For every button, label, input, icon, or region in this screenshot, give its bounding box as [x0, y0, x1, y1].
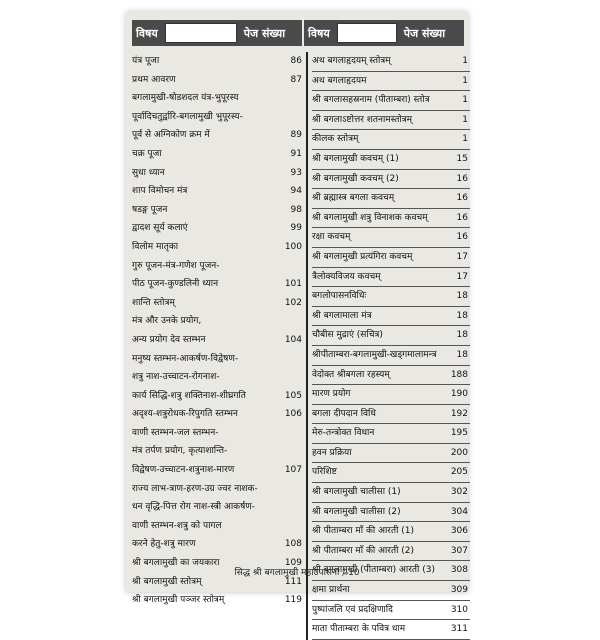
contents-row: [132, 108, 304, 127]
entry-title: अथ बगलाहृदयम: [312, 75, 367, 86]
entry-title: बगलामुखी-षोडशदल यंत्र-भुपूरस्य: [132, 93, 239, 104]
entry-title: विलोम मातृका: [132, 241, 179, 252]
entry-title: चक्र पूजा: [132, 148, 162, 159]
contents-row: [312, 522, 470, 542]
entry-page-number: 311: [450, 624, 468, 635]
entry-page-number: 188: [450, 369, 468, 380]
entry-title: श्री बगलासहस्रनाम (पीताम्बरा) स्तोत्र: [312, 95, 430, 106]
contents-row: [132, 126, 304, 145]
entry-title: माता पीताम्बरा के पवित्र धाम: [312, 624, 406, 635]
contents-row: [132, 498, 304, 517]
contents-row: [312, 503, 470, 523]
entry-title: अन्य प्रयोग देव स्तम्भन: [132, 334, 206, 345]
contents-row: [132, 424, 304, 443]
entry-title: शाप विमोचन मंत्र: [132, 186, 188, 197]
contents-row: [312, 52, 470, 72]
entry-title: शत्रु नाश-उच्चाटन-रोगनाश-: [132, 372, 220, 383]
entry-page-number: 306: [450, 526, 468, 537]
entry-title: मेरु-तन्त्रोक्त विधान: [312, 428, 375, 439]
entry-title: बगला दीपदान विधि: [312, 408, 376, 419]
entry-page-number: 308: [450, 565, 468, 576]
entry-page-number: 106: [284, 409, 302, 420]
entry-page-number: 17: [456, 251, 468, 262]
contents-row: [312, 287, 470, 307]
entry-title: रक्षा कवचम्: [312, 232, 351, 243]
entry-title: श्री बगलाऽष्टोत्तर शतनामस्तोत्रम्: [312, 114, 413, 125]
entry-title: करने हेतु-शत्रु मारण: [132, 539, 196, 550]
contents-row: [132, 145, 304, 164]
entry-page-number: 310: [450, 604, 468, 615]
contents-row: [132, 350, 304, 369]
contents-row: [132, 387, 304, 406]
contents-row: [132, 442, 304, 461]
contents-row: [132, 517, 304, 536]
entry-title: श्री बगलामुखी का जयकारा: [132, 558, 220, 569]
contents-row: [132, 461, 304, 480]
right-header-pages: पेज संख्या: [403, 26, 446, 40]
entry-title: चौबीस मुद्राएं (सचित्र): [312, 330, 383, 341]
entry-title: परिशिष्ट: [312, 467, 337, 478]
entry-title: श्री पीताम्बरा माँ की आरती (1): [312, 526, 415, 537]
entry-title: द्वादश सूर्य कलाएं: [132, 223, 188, 234]
entry-page-number: 18: [456, 330, 468, 341]
contents-row: [312, 189, 470, 209]
contents-row: [132, 480, 304, 499]
entry-page-number: 309: [450, 585, 468, 596]
entry-page-number: 105: [284, 390, 302, 401]
entry-page-number: 17: [456, 271, 468, 282]
entry-title: क्षमा प्रार्थना: [312, 585, 350, 596]
contents-row: [132, 275, 304, 294]
contents-row: [132, 535, 304, 554]
entry-page-number: 205: [450, 467, 468, 478]
entry-title: सुधा ध्यान: [132, 167, 165, 178]
entry-title: श्री बगलामुखी पञ्जर स्तोत्रम्: [132, 595, 225, 606]
contents-row: [132, 368, 304, 387]
contents-row: [312, 601, 470, 621]
left-header-pages: पेज संख्या: [243, 26, 286, 40]
entry-page-number: 108: [284, 539, 302, 550]
entry-title: राज्य लाभ-त्राण-हरण-उग्र ज्वर नाशक-: [132, 483, 258, 494]
contents-row: [132, 219, 304, 238]
entry-page-number: 91: [290, 148, 302, 159]
contents-row: [312, 424, 470, 444]
contents-row: [132, 405, 304, 424]
entry-page-number: 18: [456, 291, 468, 302]
entry-title: यंत्र पूजा: [132, 56, 160, 66]
contents-row: [312, 366, 470, 386]
contents-row: [132, 238, 304, 257]
contents-row: [312, 405, 470, 425]
entry-title: बगलोपासनविधिः: [312, 291, 367, 302]
contents-row: [132, 182, 304, 201]
entry-title: मंत्र और उनके प्रयोग,: [132, 316, 202, 327]
entry-title: श्री पीताम्बरा माँ की आरती (2): [312, 545, 415, 556]
entry-title: मनुष्य स्तम्भन-आकर्षण-विद्वेषण-: [132, 353, 239, 364]
entry-title: श्री बगलामाला मंत्र: [312, 310, 372, 321]
entry-title: षडङ्ग पूजन: [132, 204, 168, 215]
contents-row: [312, 248, 470, 268]
right-header: [304, 20, 464, 46]
entry-title: पूर्व से अग्निकोण क्रम में: [132, 130, 210, 141]
contents-row: [132, 591, 304, 610]
entry-title: पुष्पांजलि एवं प्रदक्षिणादि: [312, 604, 393, 615]
entry-page-number: 1: [462, 114, 468, 125]
entry-title: श्री ब्रह्मास्त्र बगला कवचम्: [312, 193, 395, 204]
left-header: [132, 20, 302, 46]
contents-row: [312, 150, 470, 170]
contents-row: [312, 268, 470, 288]
entry-page-number: 119: [284, 595, 302, 606]
entry-title: श्री बगलामुखी कवचम् (2): [312, 173, 399, 184]
entry-page-number: 200: [450, 447, 468, 458]
entry-title: धन वृद्धि-पित्त रोग नाश-स्त्री आकर्षण-: [132, 502, 256, 513]
contents-row: [312, 326, 470, 346]
entry-title: श्री बगलामुखी कवचम् (1): [312, 153, 399, 164]
entry-page-number: 101: [284, 279, 302, 290]
contents-row: [312, 542, 470, 562]
entry-title: अदृश्य-शत्रुरोधक-रिपुगति स्तम्भन: [132, 409, 238, 420]
entry-page-number: 195: [450, 428, 468, 439]
contents-row: [132, 89, 304, 108]
right-header-title: विषय: [308, 26, 330, 40]
contents-row: [132, 201, 304, 220]
entry-page-number: 16: [456, 173, 468, 184]
entry-page-number: 98: [290, 204, 302, 215]
entry-page-number: 16: [456, 232, 468, 243]
entry-title: कीलक स्तोत्रम्: [312, 134, 359, 145]
entry-title: पीठ पूजन-कुण्डलिनी ध्यान: [132, 279, 219, 290]
entry-title: अथ बगलाहृदयम् स्तोत्रम्: [312, 56, 391, 66]
entry-page-number: 93: [290, 167, 302, 178]
entry-title: श्री बगलामुखी शत्रु विनाशक कवचम्: [312, 212, 428, 223]
entry-page-number: 86: [290, 56, 302, 66]
entry-title: शान्ति स्तोत्रम्: [132, 297, 175, 308]
entry-title: हवन प्रक्रिया: [312, 447, 352, 458]
entry-page-number: 100: [284, 241, 302, 252]
entry-page-number: 18: [456, 310, 468, 321]
entry-page-number: 1: [462, 95, 468, 106]
right-contents-column: [306, 52, 470, 640]
contents-row: [312, 620, 470, 640]
entry-page-number: 109: [284, 558, 302, 569]
entry-title: श्रीपीताम्बरा-बगलामुखी-खड्गमालामन्त्र: [312, 349, 437, 360]
book-page: [126, 12, 468, 635]
contents-row: [132, 331, 304, 350]
contents-row: [312, 385, 470, 405]
entry-title: श्री बगलामुखी स्तोत्रम्: [132, 576, 202, 587]
contents-row: [312, 111, 470, 131]
entry-title: वाणी स्तम्भन-जल स्तम्भन-: [132, 427, 219, 438]
entry-page-number: 15: [456, 153, 468, 164]
entry-page-number: 87: [290, 74, 302, 85]
entry-title: श्री बगलामुखी प्रत्यंगिरा कवचम्: [312, 251, 413, 262]
entry-page-number: 1: [462, 75, 468, 86]
contents-row: [312, 463, 470, 483]
entry-title: मंत्र तर्पण प्रयोग, कृत्याशान्ति-: [132, 446, 228, 457]
contents-row: [132, 52, 304, 71]
contents-row: [312, 307, 470, 327]
header-box: [165, 23, 237, 43]
entry-page-number: 111: [284, 576, 302, 587]
contents-row: [132, 164, 304, 183]
entry-page-number: 1: [462, 56, 468, 66]
entry-title: श्री बगलामुखी चालीसा (2): [312, 506, 401, 517]
contents-row: [132, 294, 304, 313]
contents-row: [312, 170, 470, 190]
entry-title: कार्य सिद्धि-शत्रु शक्तिनाश-शीघ्रगति: [132, 390, 246, 401]
entry-page-number: 102: [284, 297, 302, 308]
entry-title: गुरु पूजन-मंत्र-गणेश पूजन-: [132, 260, 220, 271]
entry-title: मारण प्रयोग: [312, 389, 351, 400]
entry-title: त्रैलोक्यविजय कवचम्: [312, 271, 381, 282]
contents-row: [312, 72, 470, 92]
header-box: [337, 23, 397, 43]
entry-title: प्रथम आवरण: [132, 74, 176, 85]
entry-page-number: 16: [456, 212, 468, 223]
entry-title: विद्वेषण-उच्चाटन-शत्रुनाश-मारण: [132, 465, 235, 476]
left-contents-column: [132, 52, 304, 610]
page-footer: सिद्ध श्री बगलामुखी महाउपासना / 10: [234, 568, 360, 578]
contents-row: [312, 483, 470, 503]
contents-row: [132, 312, 304, 331]
entry-title: वेदोक्त श्रीबगला रहस्यम्: [312, 369, 390, 380]
contents-row: [312, 228, 470, 248]
entry-page-number: 104: [284, 334, 302, 345]
entry-page-number: 107: [284, 465, 302, 476]
contents-row: [312, 581, 470, 601]
contents-row: [312, 209, 470, 229]
entry-title: श्री बगलामुखी (पीताम्बरा) आरती (3): [312, 565, 435, 576]
contents-row: [132, 257, 304, 276]
contents-row: [312, 91, 470, 111]
left-header-title: विषय: [136, 26, 158, 40]
contents-row: [132, 71, 304, 90]
contents-row: [312, 130, 470, 150]
contents-row: [312, 444, 470, 464]
entry-title: पूर्वादिचतुर्द्वारि-बगलामुखी भुपूरस्य-: [132, 111, 243, 122]
entry-page-number: 1: [462, 134, 468, 145]
entry-page-number: 89: [290, 130, 302, 141]
entry-title: श्री बगलामुखी चालीसा (1): [312, 487, 401, 498]
entry-page-number: 307: [450, 545, 468, 556]
entry-page-number: 192: [450, 408, 468, 419]
entry-title: वाणी स्तम्भन-शत्रु को पागल: [132, 520, 222, 531]
entry-page-number: 99: [290, 223, 302, 234]
entry-page-number: 16: [456, 193, 468, 204]
entry-page-number: 18: [456, 349, 468, 360]
contents-row: [312, 346, 470, 366]
entry-page-number: 302: [450, 487, 468, 498]
entry-page-number: 190: [450, 389, 468, 400]
entry-page-number: 304: [450, 506, 468, 517]
entry-page-number: 94: [290, 186, 302, 197]
